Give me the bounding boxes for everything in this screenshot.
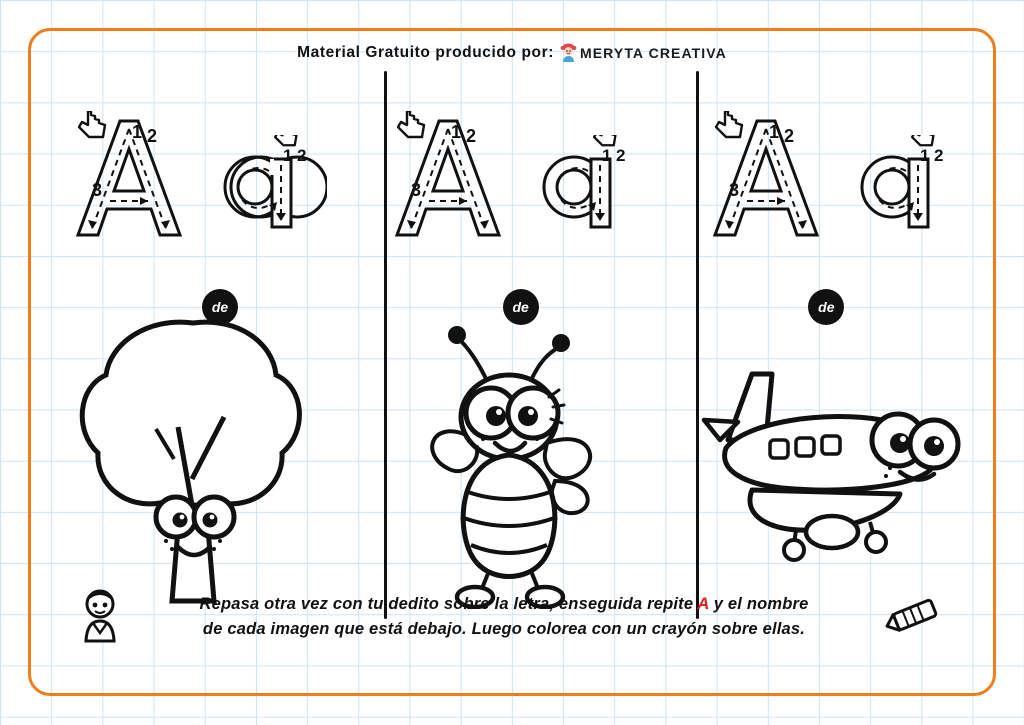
- worksheet-columns: [34, 61, 990, 593]
- brand: [560, 43, 727, 62]
- column-airplane: [671, 61, 990, 593]
- instruction-line1-part1: Repasa otra vez con tu dedito sobre la letra, enseguida repite: [199, 595, 698, 614]
- image-bee-character: [353, 309, 672, 609]
- instruction-line2: de cada imagen que está debajo. Luego colorea con un crayón sobre ellas.: [202, 620, 806, 638]
- crayon-icon: [885, 590, 947, 645]
- lowercase-letter-trace: [209, 135, 327, 247]
- image-airplane-character: [671, 309, 990, 609]
- column-bee: [353, 61, 672, 593]
- svg-text:2: 2: [297, 146, 307, 165]
- lowercase-letter-trace: [528, 135, 646, 247]
- svg-text:1: 1: [769, 122, 780, 142]
- de-badge: de: [808, 289, 844, 325]
- image-tree-character: [34, 309, 353, 609]
- svg-text:3: 3: [410, 180, 421, 200]
- de-badge: de: [503, 289, 539, 325]
- instruction-line1-part2: y el nombre: [708, 595, 809, 614]
- header-credit-text: Material Gratuito producido por:: [297, 43, 554, 61]
- instruction-highlight-letter: A: [697, 595, 709, 614]
- svg-text:1: 1: [132, 122, 143, 142]
- header: [31, 43, 993, 62]
- lowercase-letter-trace: [846, 135, 964, 247]
- uppercase-letter-trace: [62, 111, 197, 246]
- de-badge: de: [202, 289, 238, 325]
- worksheet-frame: [28, 28, 996, 696]
- svg-text:2: 2: [784, 126, 795, 146]
- letter-tracing-group: [671, 89, 990, 249]
- svg-text:2: 2: [147, 126, 158, 146]
- letter-tracing-group: [353, 89, 672, 249]
- letter-tracing-group: [34, 89, 353, 249]
- svg-text:2: 2: [934, 146, 944, 165]
- svg-text:2: 2: [465, 126, 476, 146]
- svg-text:1: 1: [283, 146, 293, 165]
- instruction-text: [135, 592, 873, 642]
- girl-avatar-icon: [560, 43, 577, 62]
- svg-text:3: 3: [92, 180, 103, 200]
- instruction-bar: [77, 581, 947, 653]
- child-face-icon: [77, 587, 123, 648]
- svg-text:2: 2: [615, 146, 626, 165]
- uppercase-letter-trace: [381, 111, 516, 246]
- column-tree: [34, 61, 353, 593]
- svg-text:3: 3: [729, 180, 740, 200]
- brand-name: MERYTA CREATIVA: [579, 44, 727, 61]
- svg-text:1: 1: [450, 122, 461, 142]
- svg-text:1: 1: [601, 146, 612, 165]
- uppercase-letter-trace: [699, 111, 834, 246]
- svg-text:1: 1: [920, 146, 930, 165]
